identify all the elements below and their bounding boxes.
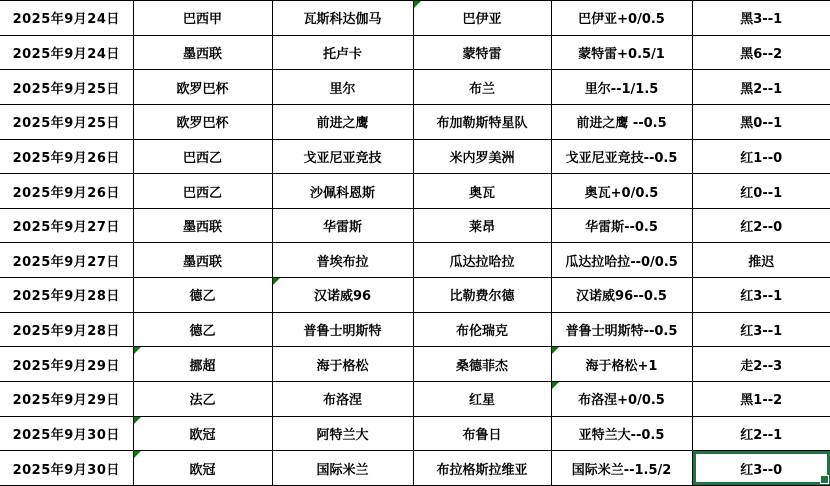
fill-handle[interactable] bbox=[820, 475, 829, 484]
cell-result[interactable] bbox=[692, 139, 830, 174]
cell-away-team-text: 比勒费尔德 bbox=[449, 289, 515, 305]
cell-handicap-text: 戈亚尼亚竞技--0.5 bbox=[565, 150, 678, 166]
cell-result[interactable] bbox=[692, 104, 830, 139]
cell-league-text: 德乙 bbox=[189, 289, 216, 305]
cell-league[interactable] bbox=[133, 139, 272, 174]
cell-date[interactable] bbox=[0, 347, 133, 382]
cell-home-team-text: 沙佩科恩斯 bbox=[309, 185, 375, 201]
cell-home-team[interactable] bbox=[272, 416, 413, 451]
cell-home-team-text: 海于格松 bbox=[316, 358, 369, 374]
cell-result[interactable] bbox=[692, 347, 830, 382]
cell-date-text: 2025年9月28日 bbox=[12, 289, 120, 305]
cell-date[interactable] bbox=[0, 70, 133, 105]
cell-handicap[interactable] bbox=[551, 347, 692, 382]
cell-handicap[interactable] bbox=[551, 451, 692, 486]
cell-handicap[interactable] bbox=[551, 70, 692, 105]
cell-home-team[interactable] bbox=[272, 139, 413, 174]
cell-result[interactable] bbox=[692, 243, 830, 278]
cell-away-team[interactable] bbox=[413, 35, 551, 70]
cell-handicap[interactable] bbox=[551, 174, 692, 209]
cell-league-text: 巴西甲 bbox=[182, 12, 222, 28]
cell-away-team[interactable] bbox=[413, 278, 551, 313]
cell-result[interactable] bbox=[692, 70, 830, 105]
cell-away-team[interactable] bbox=[413, 451, 551, 486]
cell-handicap-text: 亚特兰大--0.5 bbox=[578, 428, 665, 443]
cell-home-team-text: 托卢卡 bbox=[322, 46, 362, 62]
cell-away-team-text: 布拉格斯拉维亚 bbox=[436, 462, 528, 478]
table-row bbox=[0, 1, 830, 36]
cell-date[interactable] bbox=[0, 1, 133, 36]
cell-away-team-text: 桑德菲杰 bbox=[455, 358, 508, 374]
cell-league[interactable] bbox=[133, 243, 272, 278]
cell-away-team[interactable] bbox=[413, 70, 551, 105]
cell-league-text: 巴西乙 bbox=[182, 150, 222, 166]
cell-result-text: 红2--1 bbox=[740, 428, 783, 443]
cell-away-team-text: 瓜达拉哈拉 bbox=[449, 254, 515, 270]
cell-league[interactable] bbox=[133, 451, 272, 486]
cell-date-text: 2025年9月26日 bbox=[12, 185, 120, 201]
table-row bbox=[0, 35, 830, 70]
cell-handicap[interactable] bbox=[551, 312, 692, 347]
cell-home-team[interactable] bbox=[272, 347, 413, 382]
cell-handicap-text: 巴伊亚+0/0.5 bbox=[578, 12, 665, 28]
cell-league-text: 欧罗巴杯 bbox=[176, 116, 229, 132]
cell-result[interactable] bbox=[692, 451, 830, 486]
cell-league[interactable] bbox=[133, 1, 272, 36]
cell-league[interactable] bbox=[133, 312, 272, 347]
cell-away-team-text: 蒙特雷 bbox=[462, 46, 502, 62]
cell-home-team-text: 前进之鹰 bbox=[316, 116, 369, 132]
cell-result-text: 黑3--1 bbox=[740, 12, 783, 28]
cell-result-text: 推迟 bbox=[748, 254, 775, 270]
cell-handicap-text: 蒙特雷+0.5/1 bbox=[578, 46, 665, 62]
cell-corner-marker-icon bbox=[552, 382, 559, 389]
cell-home-team-text: 普鲁士明斯特 bbox=[303, 324, 382, 340]
table-row bbox=[0, 139, 830, 174]
cell-result-text: 黑6--2 bbox=[740, 46, 783, 62]
table-row bbox=[0, 451, 830, 486]
cell-league-text: 法乙 bbox=[189, 393, 216, 409]
table-row bbox=[0, 70, 830, 105]
cell-away-team[interactable] bbox=[413, 347, 551, 382]
cell-home-team-text: 瓦斯科达伽马 bbox=[303, 12, 382, 28]
cell-away-team-text: 奥瓦 bbox=[468, 185, 495, 201]
cell-result[interactable] bbox=[692, 1, 830, 36]
cell-home-team-text: 阿特兰大 bbox=[316, 428, 369, 443]
cell-league-text: 巴西乙 bbox=[182, 185, 222, 201]
cell-home-team-text: 华雷斯 bbox=[322, 220, 362, 236]
cell-league[interactable] bbox=[133, 208, 272, 243]
cell-league[interactable] bbox=[133, 35, 272, 70]
table-row bbox=[0, 208, 830, 243]
cell-away-team-text: 布鲁日 bbox=[462, 428, 502, 443]
cell-handicap-text: 海于格松+1 bbox=[585, 358, 658, 374]
cell-home-team[interactable] bbox=[272, 243, 413, 278]
cell-home-team[interactable] bbox=[272, 104, 413, 139]
cell-home-team[interactable] bbox=[272, 35, 413, 70]
cell-result[interactable] bbox=[692, 312, 830, 347]
cell-handicap[interactable] bbox=[551, 139, 692, 174]
cell-date[interactable] bbox=[0, 312, 133, 347]
cell-result[interactable] bbox=[692, 416, 830, 451]
cell-handicap[interactable] bbox=[551, 243, 692, 278]
cell-date[interactable] bbox=[0, 104, 133, 139]
cell-home-team[interactable] bbox=[272, 278, 413, 313]
cell-result-text: 红2--0 bbox=[740, 220, 783, 236]
cell-league[interactable] bbox=[133, 416, 272, 451]
cell-home-team-text: 国际米兰 bbox=[316, 462, 369, 478]
cell-league-text: 欧冠 bbox=[189, 462, 216, 478]
cell-handicap-text: 国际米兰--1.5/2 bbox=[571, 462, 672, 478]
cell-away-team[interactable] bbox=[413, 174, 551, 209]
cell-away-team[interactable] bbox=[413, 382, 551, 417]
table-row bbox=[0, 347, 830, 382]
cell-away-team[interactable] bbox=[413, 208, 551, 243]
cell-result-text: 红0--1 bbox=[740, 185, 783, 201]
cell-league[interactable] bbox=[133, 278, 272, 313]
cell-away-team[interactable] bbox=[413, 416, 551, 451]
cell-handicap-text: 华雷斯--0.5 bbox=[585, 220, 658, 236]
cell-home-team-text: 布洛涅 bbox=[322, 393, 362, 409]
cell-league[interactable] bbox=[133, 347, 272, 382]
cell-result-text: 红1--0 bbox=[740, 150, 783, 166]
cell-handicap-text: 普鲁士明斯特--0.5 bbox=[565, 324, 678, 340]
cell-league-text: 墨西联 bbox=[182, 220, 222, 236]
cell-home-team[interactable] bbox=[272, 174, 413, 209]
cell-corner-marker-icon bbox=[134, 347, 141, 354]
cell-handicap[interactable] bbox=[551, 35, 692, 70]
cell-date-text: 2025年9月29日 bbox=[12, 393, 120, 409]
cell-date[interactable] bbox=[0, 35, 133, 70]
cell-league[interactable] bbox=[133, 104, 272, 139]
cell-home-team[interactable] bbox=[272, 208, 413, 243]
table-row bbox=[0, 104, 830, 139]
cell-result-text: 红3--0 bbox=[740, 462, 783, 478]
cell-away-team-text: 布伦瑞克 bbox=[455, 324, 508, 340]
cell-handicap-text: 里尔--1/1.5 bbox=[584, 81, 659, 97]
cell-result-text: 黑0--1 bbox=[740, 116, 783, 132]
cell-date[interactable] bbox=[0, 174, 133, 209]
cell-league-text: 墨西联 bbox=[182, 254, 222, 270]
cell-handicap[interactable] bbox=[551, 1, 692, 36]
cell-result-text: 红3--1 bbox=[740, 289, 783, 305]
cell-corner-marker-icon bbox=[552, 347, 559, 354]
cell-away-team-text: 布兰 bbox=[468, 81, 495, 97]
cell-date[interactable] bbox=[0, 382, 133, 417]
cell-date[interactable] bbox=[0, 243, 133, 278]
cell-away-team-text: 布加勒斯特星队 bbox=[436, 116, 528, 132]
cell-handicap[interactable] bbox=[551, 278, 692, 313]
table-row bbox=[0, 243, 830, 278]
cell-date-text: 2025年9月24日 bbox=[12, 12, 120, 28]
cell-date[interactable] bbox=[0, 451, 133, 486]
cell-league[interactable] bbox=[133, 382, 272, 417]
cell-corner-marker-icon bbox=[414, 1, 421, 8]
cell-result-text: 黑2--1 bbox=[740, 81, 783, 97]
cell-result[interactable] bbox=[692, 382, 830, 417]
cell-home-team-text: 普埃布拉 bbox=[316, 254, 369, 270]
cell-date-text: 2025年9月30日 bbox=[12, 462, 120, 478]
cell-away-team[interactable] bbox=[413, 139, 551, 174]
cell-date-text: 2025年9月25日 bbox=[12, 81, 120, 97]
cell-date-text: 2025年9月27日 bbox=[12, 220, 120, 236]
cell-date-text: 2025年9月24日 bbox=[12, 46, 120, 62]
cell-away-team[interactable] bbox=[413, 243, 551, 278]
cell-corner-marker-icon bbox=[134, 417, 141, 424]
cell-home-team[interactable] bbox=[272, 382, 413, 417]
cell-date-text: 2025年9月29日 bbox=[12, 358, 120, 374]
table-row bbox=[0, 278, 830, 313]
cell-league-text: 墨西联 bbox=[182, 46, 222, 62]
cell-home-team-text: 戈亚尼亚竞技 bbox=[303, 150, 382, 166]
cell-corner-marker-icon bbox=[134, 451, 141, 458]
cell-date[interactable] bbox=[0, 208, 133, 243]
cell-away-team-text: 莱昂 bbox=[468, 220, 495, 236]
cell-league-text: 德乙 bbox=[189, 324, 216, 340]
cell-away-team-text: 米内罗美洲 bbox=[449, 150, 515, 166]
cell-home-team-text: 里尔 bbox=[329, 81, 356, 97]
cell-handicap-text: 前进之鹰 --0.5 bbox=[576, 116, 667, 132]
cell-handicap[interactable] bbox=[551, 416, 692, 451]
cell-date-text: 2025年9月25日 bbox=[12, 116, 120, 132]
cell-handicap-text: 汉诺威96--0.5 bbox=[576, 289, 667, 305]
cell-date-text: 2025年9月28日 bbox=[12, 324, 120, 340]
cell-league-text: 挪超 bbox=[189, 358, 216, 374]
cell-handicap-text: 瓜达拉哈拉--0/0.5 bbox=[565, 254, 678, 270]
cell-date[interactable] bbox=[0, 278, 133, 313]
cell-home-team[interactable] bbox=[272, 1, 413, 36]
cell-result[interactable] bbox=[692, 278, 830, 313]
cell-result-text: 黑1--2 bbox=[740, 393, 783, 409]
cell-league-text: 欧罗巴杯 bbox=[176, 81, 229, 97]
table-row bbox=[0, 312, 830, 347]
cell-corner-marker-icon bbox=[273, 278, 280, 285]
cell-league[interactable] bbox=[133, 174, 272, 209]
cell-handicap[interactable] bbox=[551, 208, 692, 243]
table-row bbox=[0, 174, 830, 209]
cell-away-team[interactable] bbox=[413, 1, 551, 36]
cell-home-team[interactable] bbox=[272, 451, 413, 486]
cell-home-team[interactable] bbox=[272, 312, 413, 347]
cell-result-text: 红3--1 bbox=[740, 324, 783, 340]
cell-date[interactable] bbox=[0, 139, 133, 174]
cell-result-text: 走2--3 bbox=[740, 358, 783, 374]
cell-home-team-text: 汉诺威96 bbox=[313, 289, 372, 305]
cell-away-team-text: 巴伊亚 bbox=[462, 12, 502, 28]
cell-away-team[interactable] bbox=[413, 312, 551, 347]
cell-date-text: 2025年9月26日 bbox=[12, 150, 120, 166]
cell-handicap[interactable] bbox=[551, 382, 692, 417]
cell-league[interactable] bbox=[133, 70, 272, 105]
cell-handicap-text: 布洛涅+0/0.5 bbox=[578, 393, 665, 409]
cell-result[interactable] bbox=[692, 174, 830, 209]
cell-handicap[interactable] bbox=[551, 104, 692, 139]
cell-handicap-text: 奥瓦+0/0.5 bbox=[584, 185, 659, 201]
table-row bbox=[0, 382, 830, 417]
cell-date-text: 2025年9月27日 bbox=[12, 254, 120, 270]
cell-date-text: 2025年9月30日 bbox=[12, 428, 120, 443]
cell-away-team-text: 红星 bbox=[468, 393, 495, 409]
cell-result[interactable] bbox=[692, 208, 830, 243]
cell-league-text: 欧冠 bbox=[189, 428, 216, 443]
cell-result[interactable] bbox=[692, 35, 830, 70]
cell-away-team[interactable] bbox=[413, 104, 551, 139]
cell-home-team[interactable] bbox=[272, 70, 413, 105]
table-row bbox=[0, 416, 830, 451]
cell-date[interactable] bbox=[0, 416, 133, 451]
